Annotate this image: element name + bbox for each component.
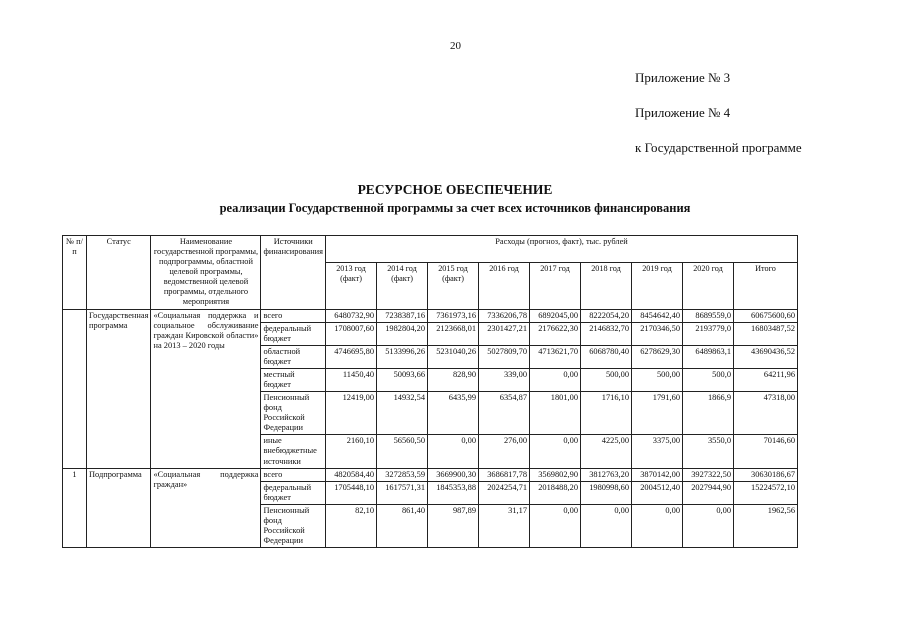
year-value-cell: 3272853,59 (377, 468, 428, 481)
total-value-cell: 15224572,10 (734, 481, 798, 504)
table-body (63, 309, 798, 548)
year-value-cell: 1617571,31 (377, 481, 428, 504)
year-value-cell: 4746695,80 (326, 345, 377, 368)
year-value-cell: 4820584,40 (326, 468, 377, 481)
year-value-cell: 0,00 (530, 435, 581, 468)
year-value-cell: 1801,00 (530, 392, 581, 435)
year-value-cell: 2176622,30 (530, 322, 581, 345)
page-number: 20 (450, 40, 461, 52)
total-value-cell: 16803487,52 (734, 322, 798, 345)
row-number-cell: 1 (63, 468, 87, 548)
year-value-cell: 3927322,50 (683, 468, 734, 481)
total-value-cell: 60675600,60 (734, 309, 798, 322)
year-value-cell: 56560,50 (377, 435, 428, 468)
funding-source-cell: Пенсионный фонд Российской Федерации (261, 392, 326, 435)
header-year: 2018 год (581, 262, 632, 309)
year-value-cell: 0,00 (530, 368, 581, 391)
header-status: Статус (87, 236, 151, 310)
year-value-cell: 2160,10 (326, 435, 377, 468)
total-value-cell: 64211,96 (734, 368, 798, 391)
appendix-line-3: к Государственной программе (635, 140, 802, 155)
header-total: Итого (734, 262, 798, 309)
year-value-cell: 1791,60 (632, 392, 683, 435)
header-row-top (63, 236, 798, 263)
year-value-cell: 6278629,30 (632, 345, 683, 368)
year-value-cell: 3569802,90 (530, 468, 581, 481)
row-number-cell (63, 309, 87, 468)
header-year: 2013 год (факт) (326, 262, 377, 309)
year-value-cell: 1845353,88 (428, 481, 479, 504)
year-value-cell: 2018488,20 (530, 481, 581, 504)
year-value-cell: 6480732,90 (326, 309, 377, 322)
program-name-cell: «Социальная поддержка и социальное обслуживание граждан Кировской области» на 2013 – 2020 годы (151, 309, 261, 468)
status-cell: Государственная программа (87, 309, 151, 468)
year-value-cell: 500,00 (581, 368, 632, 391)
header-num: № п/п (63, 236, 87, 310)
total-value-cell: 1962,56 (734, 504, 798, 547)
year-value-cell: 1866,9 (683, 392, 734, 435)
year-value-cell: 6435,99 (428, 392, 479, 435)
year-value-cell: 5231040,26 (428, 345, 479, 368)
header-year: 2020 год (683, 262, 734, 309)
header-expenses: Расходы (прогноз, факт), тыс. рублей (326, 236, 798, 263)
year-value-cell: 276,00 (479, 435, 530, 468)
year-value-cell: 500,00 (632, 368, 683, 391)
total-value-cell: 47318,00 (734, 392, 798, 435)
year-value-cell: 3870142,00 (632, 468, 683, 481)
year-value-cell: 6892045,00 (530, 309, 581, 322)
year-value-cell: 1982804,20 (377, 322, 428, 345)
resources-table (62, 235, 798, 548)
year-value-cell: 3669900,30 (428, 468, 479, 481)
table-row (63, 309, 798, 322)
status-cell: Подпрограмма (87, 468, 151, 548)
total-value-cell: 43690436,52 (734, 345, 798, 368)
year-value-cell: 3550,0 (683, 435, 734, 468)
year-value-cell: 7238387,16 (377, 309, 428, 322)
year-value-cell: 2024254,71 (479, 481, 530, 504)
year-value-cell: 31,17 (479, 504, 530, 547)
year-value-cell: 987,89 (428, 504, 479, 547)
year-value-cell: 6354,87 (479, 392, 530, 435)
year-value-cell: 2004512,40 (632, 481, 683, 504)
header-name: Наименование государственной программы, подпрограммы, областной целевой программы, ведомственной целевой программы, отдельного мероприятия (151, 236, 261, 310)
year-value-cell: 500,0 (683, 368, 734, 391)
year-value-cell: 82,10 (326, 504, 377, 547)
year-value-cell: 3375,00 (632, 435, 683, 468)
header-source: Источники финансирования (261, 236, 326, 310)
year-value-cell: 339,00 (479, 368, 530, 391)
header-year: 2019 год (632, 262, 683, 309)
year-value-cell: 6489863,1 (683, 345, 734, 368)
year-value-cell: 0,00 (683, 504, 734, 547)
funding-source-cell: федеральный бюджет (261, 481, 326, 504)
year-value-cell: 7336206,78 (479, 309, 530, 322)
funding-source-cell: всего (261, 309, 326, 322)
header-year: 2014 год (факт) (377, 262, 428, 309)
year-value-cell: 861,40 (377, 504, 428, 547)
year-value-cell: 2123668,01 (428, 322, 479, 345)
year-value-cell: 6068780,40 (581, 345, 632, 368)
year-value-cell: 2027944,90 (683, 481, 734, 504)
year-value-cell: 3812763,20 (581, 468, 632, 481)
year-value-cell: 11450,40 (326, 368, 377, 391)
year-value-cell: 1716,10 (581, 392, 632, 435)
total-value-cell: 70146,60 (734, 435, 798, 468)
year-value-cell: 3686817,78 (479, 468, 530, 481)
year-value-cell: 8222054,20 (581, 309, 632, 322)
year-value-cell: 0,00 (428, 435, 479, 468)
header-year: 2015 год (факт) (428, 262, 479, 309)
year-value-cell: 0,00 (530, 504, 581, 547)
header-year: 2017 год (530, 262, 581, 309)
year-value-cell: 2193779,0 (683, 322, 734, 345)
year-value-cell: 1705448,10 (326, 481, 377, 504)
year-value-cell: 1980998,60 (581, 481, 632, 504)
funding-source-cell: федеральный бюджет (261, 322, 326, 345)
year-value-cell: 8689559,0 (683, 309, 734, 322)
year-value-cell: 7361973,16 (428, 309, 479, 322)
year-value-cell: 50093,66 (377, 368, 428, 391)
year-value-cell: 2146832,70 (581, 322, 632, 345)
funding-source-cell: Пенсионный фонд Российской Федерации (261, 504, 326, 547)
document-subtitle: реализации Государственной программы за счет всех источников финансирования (219, 201, 691, 215)
funding-source-cell: всего (261, 468, 326, 481)
appendix-line-2: Приложение № 4 (635, 105, 731, 120)
year-value-cell: 0,00 (581, 504, 632, 547)
year-value-cell: 12419,00 (326, 392, 377, 435)
table-row (63, 468, 798, 481)
funding-source-cell: областной бюджет (261, 345, 326, 368)
year-value-cell: 4225,00 (581, 435, 632, 468)
funding-source-cell: иные внебюджетные источники (261, 435, 326, 468)
year-value-cell: 2170346,50 (632, 322, 683, 345)
year-value-cell: 4713621,70 (530, 345, 581, 368)
appendix-line-1: Приложение № 3 (635, 70, 731, 85)
year-value-cell: 828,90 (428, 368, 479, 391)
year-value-cell: 1708007,60 (326, 322, 377, 345)
year-value-cell: 0,00 (632, 504, 683, 547)
total-value-cell: 30630186,67 (734, 468, 798, 481)
year-value-cell: 5133996,26 (377, 345, 428, 368)
document-title: РЕСУРСНОЕ ОБЕСПЕЧЕНИЕ (357, 182, 553, 197)
year-value-cell: 5027809,70 (479, 345, 530, 368)
year-value-cell: 2301427,21 (479, 322, 530, 345)
year-value-cell: 8454642,40 (632, 309, 683, 322)
program-name-cell: «Социальная поддержка граждан» (151, 468, 261, 548)
header-year: 2016 год (479, 262, 530, 309)
year-value-cell: 14932,54 (377, 392, 428, 435)
funding-source-cell: местный бюджет (261, 368, 326, 391)
